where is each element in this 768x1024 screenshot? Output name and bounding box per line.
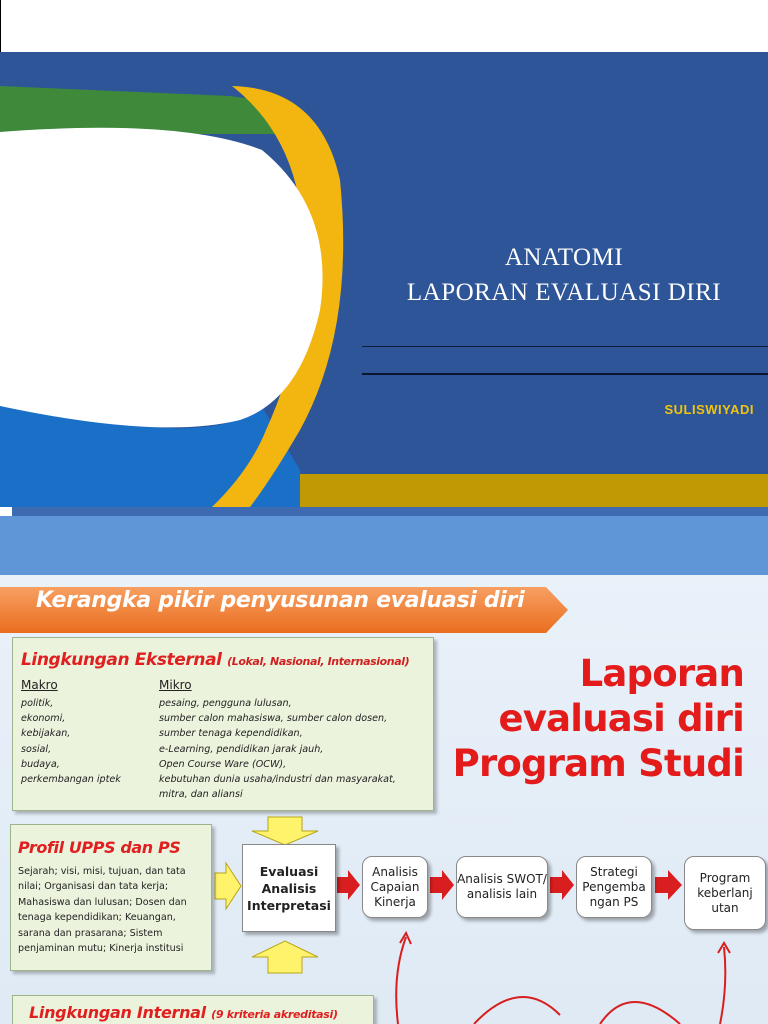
banner-title: Kerangka pikir penyusunan evaluasi diri: [36, 588, 525, 613]
report-title-line: evaluasi diri: [498, 697, 744, 740]
process-box-capaian: Analisis Capaian Kinerja: [362, 856, 428, 918]
list-item: perkembangan iptek: [21, 774, 121, 786]
report-title-line: Laporan: [579, 652, 744, 695]
decorative-swoosh: [0, 0, 360, 575]
internal-subtitle: (9 kriteria akreditasi): [211, 1008, 338, 1021]
internal-title-text: Lingkungan Internal: [29, 1003, 206, 1022]
author-name: SULISWIYADI: [664, 402, 754, 417]
external-title-text: Lingkungan Eksternal: [21, 650, 222, 670]
slide-title-line2: LAPORAN EVALUASI DIRI: [406, 279, 722, 306]
list-item: budaya,: [21, 758, 60, 770]
profile-box: [10, 824, 212, 971]
list-item: e-Learning, pendidikan jarak jauh,: [159, 743, 324, 755]
internal-environment-box: [12, 995, 374, 1024]
list-item: sosial,: [21, 743, 52, 755]
list-item: sumber calon mahasiswa, sumber calon dosen,: [159, 713, 388, 725]
list-item: sumber tenaga kependidikan,: [159, 728, 303, 740]
process-box-swot: Analisis SWOT/ analisis lain: [456, 856, 548, 918]
list-item: Open Course Ware (OCW),: [159, 758, 287, 770]
process-box-program: Program keberlanj utan: [684, 856, 766, 930]
list-item: ekonomi,: [21, 713, 66, 725]
title-rule-top: [362, 346, 768, 347]
profile-title: Profil UPPS dan PS: [18, 838, 181, 857]
external-subtitle: (Lokal, Nasional, Internasional): [227, 655, 410, 668]
internal-title: [29, 1003, 338, 1022]
slide-title-line1: ANATOMI: [504, 244, 624, 271]
list-item: mitra, dan aliansi: [159, 789, 243, 801]
framework-slide: [0, 575, 768, 1024]
process-box-strategi: Strategi Pengemba ngan PS: [576, 856, 652, 918]
list-item: pesaing, pengguna lulusan,: [159, 698, 292, 709]
list-item: politik,: [21, 698, 54, 709]
mikro-heading: Mikro: [159, 678, 192, 692]
title-rule-bottom: [362, 373, 768, 375]
profile-text: Sejarah; visi, misi, tujuan, dan tata nilai; Organisasi dan tata kerja; Mahasiswa dan lulusan; Dosen dan tenaga kependidikan; Keuangan, sarana dan prasarana; Sistem penjaminan mutu; Kinerja institusi: [18, 866, 187, 955]
report-title-line: Program Studi: [452, 742, 744, 785]
makro-heading: Makro: [21, 678, 58, 692]
list-item: kebijakan,: [21, 728, 71, 740]
list-item: kebutuhan dunia usaha/industri dan masyarakat,: [159, 774, 396, 786]
evaluation-box: Evaluasi Analisis Interpretasi: [242, 844, 336, 932]
